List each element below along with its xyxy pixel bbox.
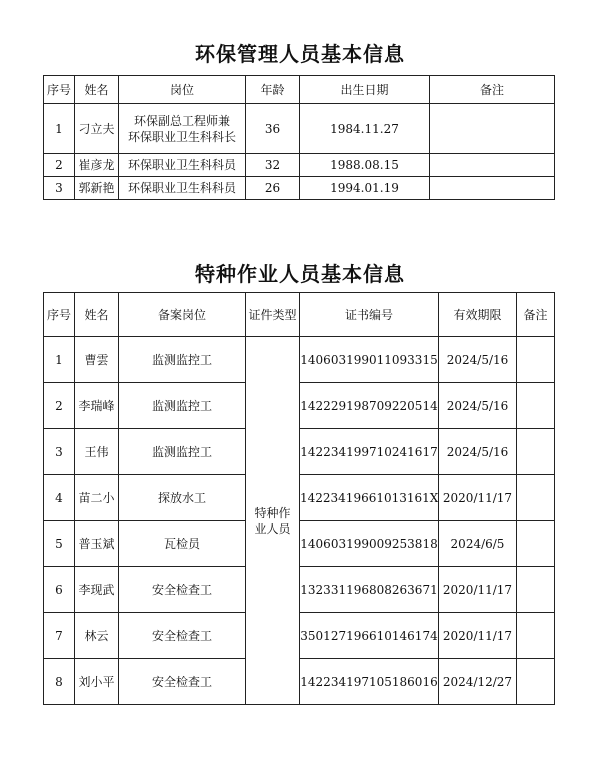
header-name: 姓名 (75, 293, 119, 337)
header-post: 备案岗位 (119, 293, 246, 337)
cell-cert-no: 140603199011093315 (300, 337, 439, 383)
cell-birth: 1994.01.19 (300, 177, 430, 200)
cell-remark (517, 429, 555, 475)
cell-no: 2 (44, 154, 75, 177)
cell-post: 探放水工 (119, 475, 246, 521)
cell-remark (517, 567, 555, 613)
header-remark: 备注 (430, 76, 555, 104)
cell-post: 监测监控工 (119, 337, 246, 383)
cell-no: 1 (44, 337, 75, 383)
cell-no: 1 (44, 104, 75, 154)
cell-post: 环保职业卫生科科员 (119, 154, 246, 177)
cell-no: 5 (44, 521, 75, 567)
cell-remark (430, 154, 555, 177)
header-age: 年龄 (246, 76, 300, 104)
cell-cert-no: 142229198709220514 (300, 383, 439, 429)
special-operations-staff-table (43, 292, 555, 705)
cell-name: 王伟 (75, 429, 119, 475)
cell-remark (430, 177, 555, 200)
table-row (44, 567, 555, 613)
table-row (44, 659, 555, 705)
cell-no: 3 (44, 177, 75, 200)
cell-valid: 2024/5/16 (439, 337, 517, 383)
table-row (44, 154, 555, 177)
cell-post: 安全检查工 (119, 567, 246, 613)
cell-cert-no: 14223419661013161X (300, 475, 439, 521)
cell-name: 李瑞峰 (75, 383, 119, 429)
cell-valid: 2024/5/16 (439, 429, 517, 475)
cell-valid: 2020/11/17 (439, 613, 517, 659)
cell-cert-no: 140603199009253818 (300, 521, 439, 567)
header-cert-type: 证件类型 (246, 293, 300, 337)
table-header-row (44, 76, 555, 104)
cell-post: 环保副总工程师兼 环保职业卫生科科长 (119, 104, 246, 154)
cell-name: 刘小平 (75, 659, 119, 705)
header-no: 序号 (44, 293, 75, 337)
management-staff-table (43, 75, 555, 200)
cell-remark (517, 521, 555, 567)
table-row (44, 613, 555, 659)
cell-cert-no: 142234197105186016 (300, 659, 439, 705)
cell-name: 曹雲 (75, 337, 119, 383)
cell-remark (517, 475, 555, 521)
cell-post: 监测监控工 (119, 383, 246, 429)
cell-name: 崔彦龙 (75, 154, 119, 177)
cell-remark (517, 613, 555, 659)
table-row (44, 383, 555, 429)
cell-no: 7 (44, 613, 75, 659)
cell-valid: 2020/11/17 (439, 475, 517, 521)
cell-name: 刁立夫 (75, 104, 119, 154)
header-remark: 备注 (517, 293, 555, 337)
cell-birth: 1988.08.15 (300, 154, 430, 177)
cell-remark (517, 383, 555, 429)
table-row (44, 177, 555, 200)
header-name: 姓名 (75, 76, 119, 104)
cell-name: 李现武 (75, 567, 119, 613)
cell-age: 36 (246, 104, 300, 154)
table2-title: 特种作业人员基本信息 (195, 262, 405, 286)
cell-valid: 2024/6/5 (439, 521, 517, 567)
cell-valid: 2020/11/17 (439, 567, 517, 613)
cell-remark (517, 337, 555, 383)
header-post: 岗位 (119, 76, 246, 104)
table-row (44, 475, 555, 521)
header-no: 序号 (44, 76, 75, 104)
cell-name: 林云 (75, 613, 119, 659)
cell-remark (430, 104, 555, 154)
cell-no: 6 (44, 567, 75, 613)
table-row (44, 429, 555, 475)
cell-name: 郭新艳 (75, 177, 119, 200)
cell-birth: 1984.11.27 (300, 104, 430, 154)
cell-no: 2 (44, 383, 75, 429)
cell-cert-no: 350127196610146174 (300, 613, 439, 659)
table1-title: 环保管理人员基本信息 (195, 42, 405, 66)
cell-age: 26 (246, 177, 300, 200)
header-cert-no: 证书编号 (300, 293, 439, 337)
cell-age: 32 (246, 154, 300, 177)
table-row (44, 337, 555, 383)
cell-post: 监测监控工 (119, 429, 246, 475)
cell-cert-type: 特种作 业人员 (246, 337, 300, 705)
table-row (44, 521, 555, 567)
table-row (44, 104, 555, 154)
cell-valid: 2024/5/16 (439, 383, 517, 429)
cell-post: 安全检查工 (119, 659, 246, 705)
cell-no: 8 (44, 659, 75, 705)
cell-no: 4 (44, 475, 75, 521)
table-header-row (44, 293, 555, 337)
cell-name: 苗二小 (75, 475, 119, 521)
cell-valid: 2024/12/27 (439, 659, 517, 705)
cell-cert-no: 132331196808263671 (300, 567, 439, 613)
header-birth: 出生日期 (300, 76, 430, 104)
cell-name: 普玉斌 (75, 521, 119, 567)
cell-post: 环保职业卫生科科员 (119, 177, 246, 200)
cell-remark (517, 659, 555, 705)
cell-no: 3 (44, 429, 75, 475)
cell-post: 安全检查工 (119, 613, 246, 659)
cell-post: 瓦检员 (119, 521, 246, 567)
cell-cert-no: 142234199710241617 (300, 429, 439, 475)
header-valid: 有效期限 (439, 293, 517, 337)
